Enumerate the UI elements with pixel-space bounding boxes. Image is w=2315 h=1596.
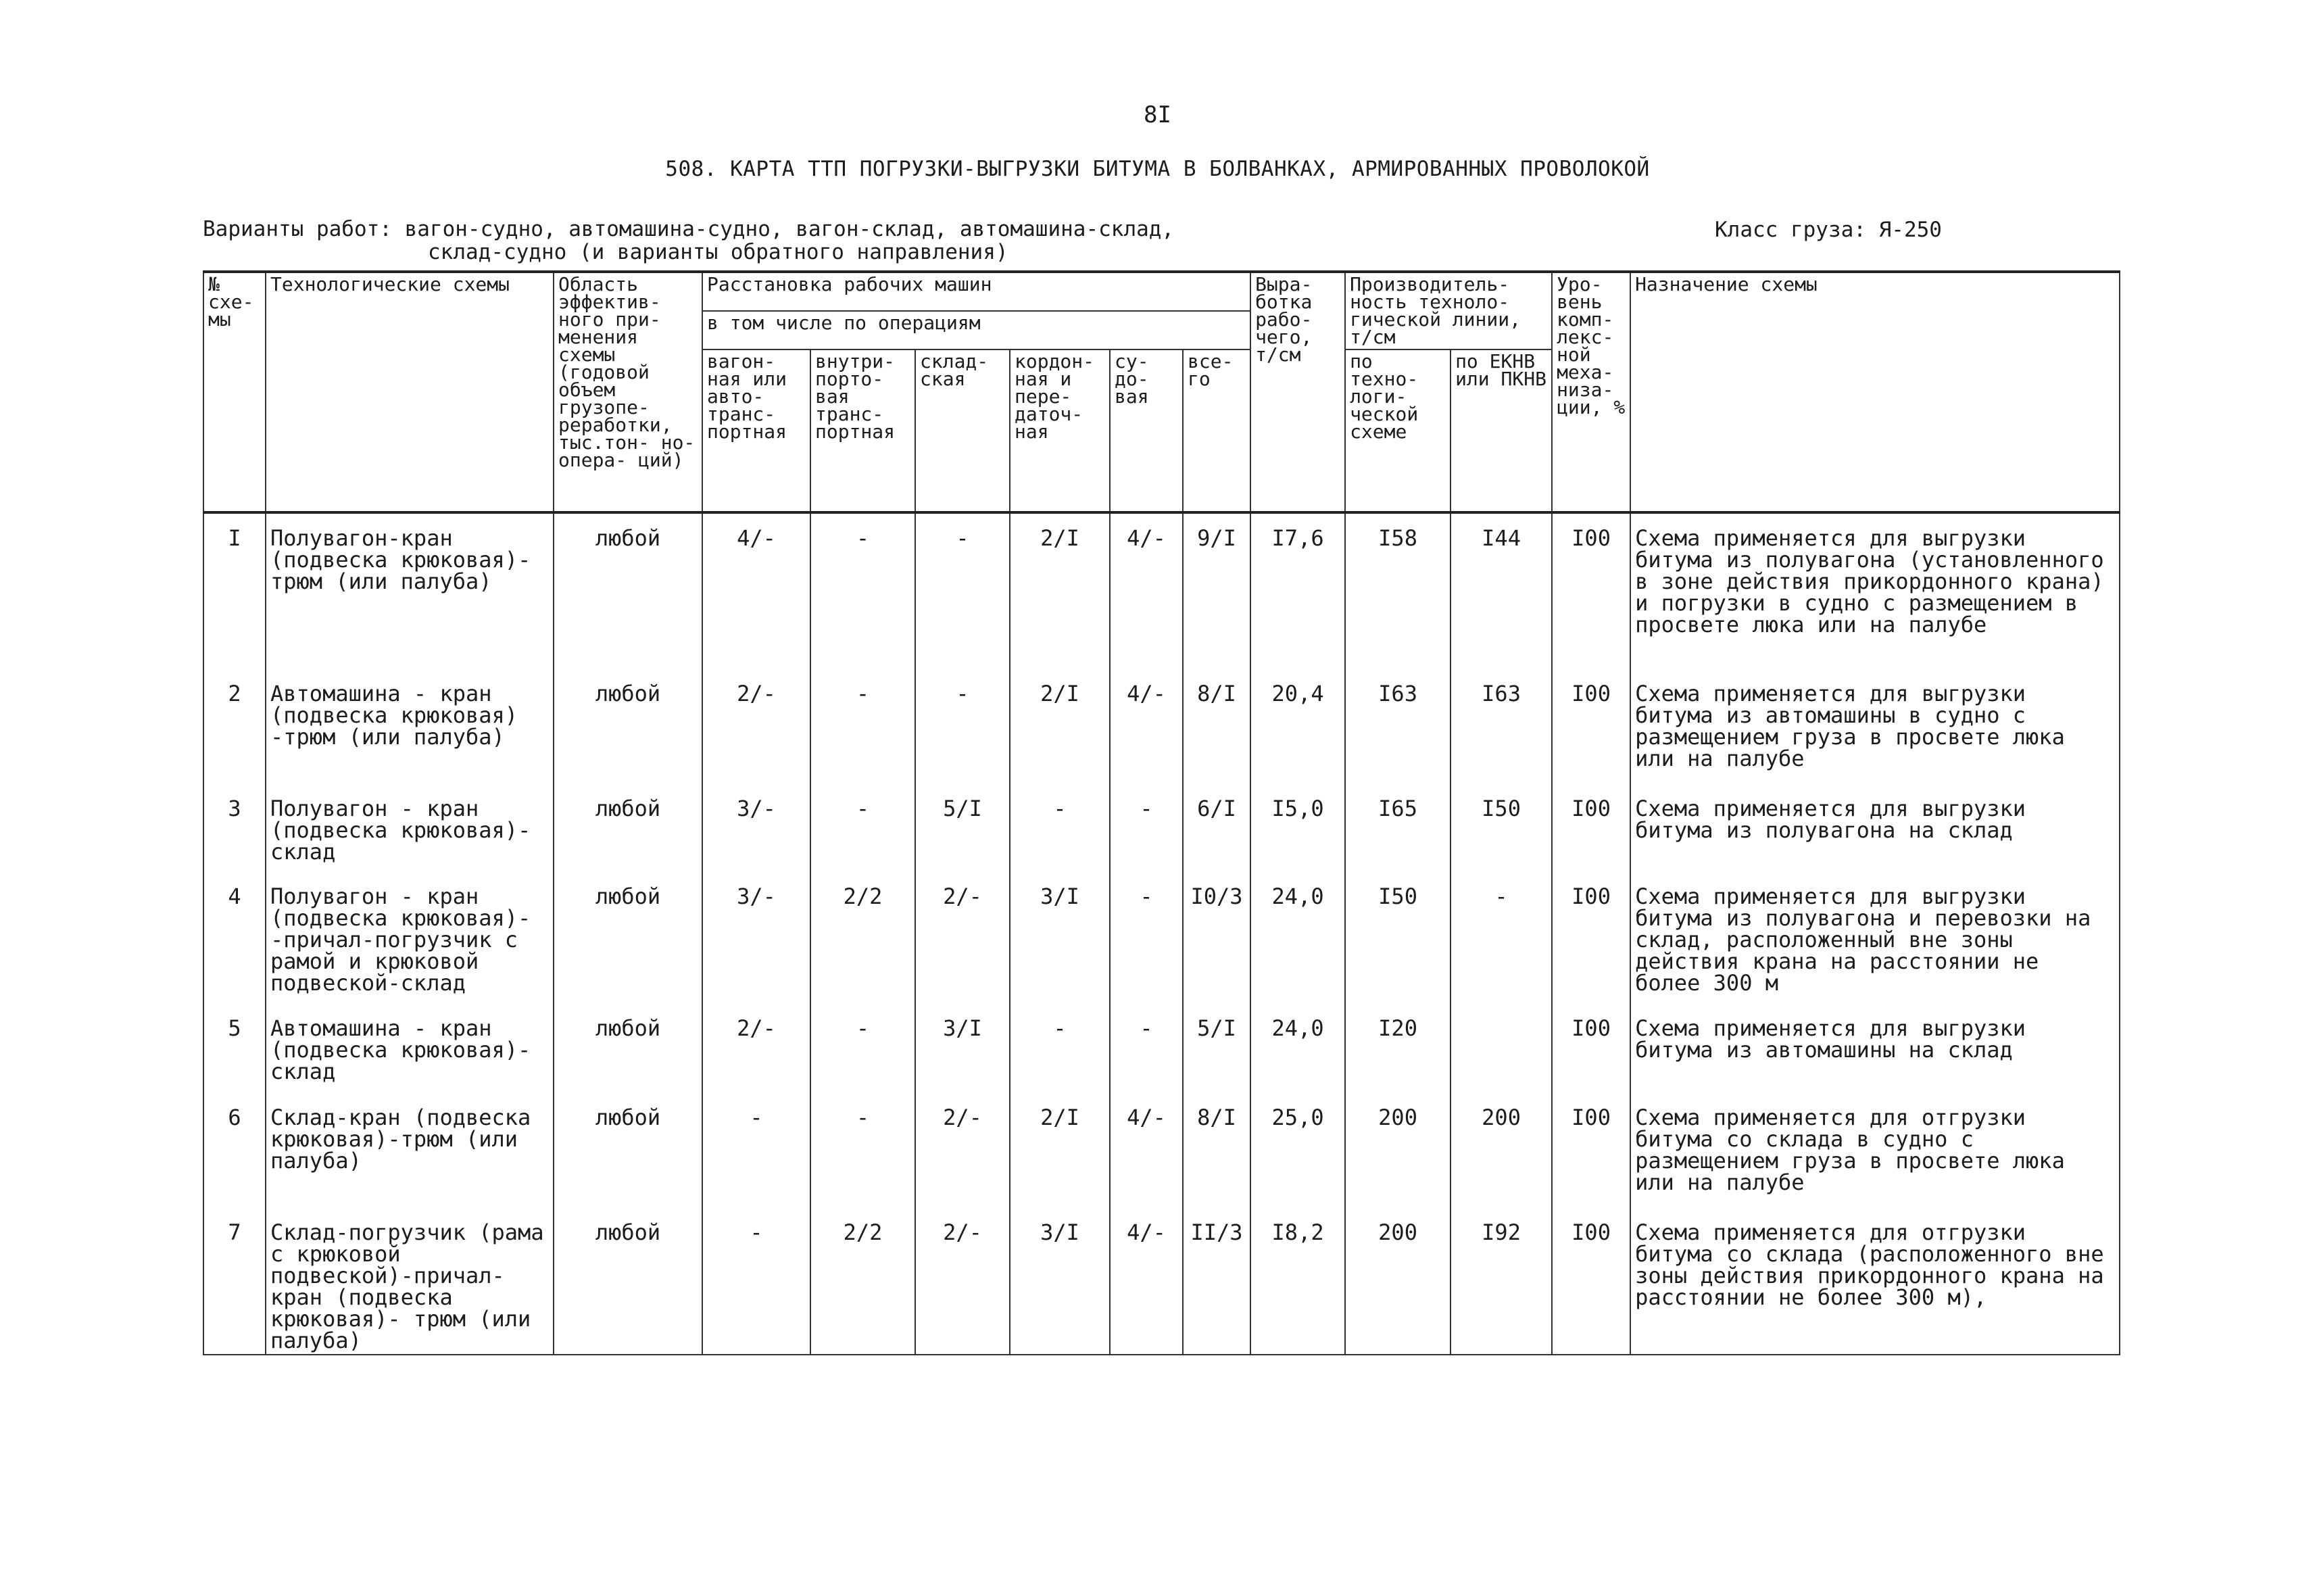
mechanization-level: I00 bbox=[1552, 669, 1630, 784]
table-row bbox=[203, 1004, 2120, 1093]
header-scheme-no: № схе- мы bbox=[203, 272, 266, 512]
cordon-count: - bbox=[1010, 784, 1110, 872]
wagon-count: 4/- bbox=[702, 512, 810, 669]
productivity-tech: I63 bbox=[1345, 669, 1451, 784]
warehouse-count: 2/- bbox=[915, 1093, 1010, 1208]
header-purpose: Назначение схемы bbox=[1630, 272, 2120, 512]
cordon-count: 3/I bbox=[1010, 872, 1110, 1004]
wagon-count: 3/- bbox=[702, 872, 810, 1004]
tech-scheme: Полувагон - кран (подвеска крюковая)-склад bbox=[266, 784, 554, 872]
mechanization-level: I00 bbox=[1552, 512, 1630, 669]
cargo-class: Класс груза: Я-250 bbox=[1715, 218, 1942, 242]
output-value: I8,2 bbox=[1250, 1208, 1345, 1355]
mechanization-level: I00 bbox=[1552, 1004, 1630, 1093]
intraport-count: - bbox=[810, 1093, 915, 1208]
productivity-eknv: I92 bbox=[1451, 1208, 1552, 1355]
total-count: 8/I bbox=[1183, 669, 1250, 784]
ship-count: 4/- bbox=[1110, 1208, 1183, 1355]
productivity-eknv: - bbox=[1451, 872, 1552, 1004]
output-value: I5,0 bbox=[1250, 784, 1345, 872]
area: любой bbox=[554, 512, 702, 669]
total-count: 5/I bbox=[1183, 1004, 1250, 1093]
header-warehouse: склад- ская bbox=[915, 349, 1010, 512]
work-variants-line2: склад-судно (и варианты обратного направления) bbox=[428, 240, 1008, 264]
tech-scheme: Склад-кран (подвеска крюковая)-трюм (или палуба) bbox=[266, 1093, 554, 1208]
total-count: 9/I bbox=[1183, 512, 1250, 669]
table-row bbox=[203, 784, 2120, 872]
table-row bbox=[203, 872, 2120, 1004]
scheme-purpose: Схема применяется для выгрузки битума из полувагона (установленного в зоне действия прикордонного крана) и погрузки в судно с размещением в просвете люка или на палубе bbox=[1630, 512, 2120, 669]
work-variants-line1: Варианты работ: вагон-судно, автомашина-судно, вагон-склад, автомашина-склад, bbox=[203, 217, 1175, 241]
ship-count: - bbox=[1110, 1004, 1183, 1093]
page-number: 8I bbox=[1144, 101, 1171, 128]
intraport-count: 2/2 bbox=[810, 872, 915, 1004]
output-value: 24,0 bbox=[1250, 872, 1345, 1004]
row-number: 2 bbox=[203, 669, 266, 784]
work-variants bbox=[203, 218, 1174, 264]
ship-count: - bbox=[1110, 872, 1183, 1004]
productivity-tech: 200 bbox=[1345, 1208, 1451, 1355]
header-intraport: внутри- порто- вая транс- портная bbox=[810, 349, 915, 512]
warehouse-count: 2/- bbox=[915, 1208, 1010, 1355]
total-count: I0/3 bbox=[1183, 872, 1250, 1004]
row-number: 4 bbox=[203, 872, 266, 1004]
table-row bbox=[203, 512, 2120, 669]
productivity-tech: I65 bbox=[1345, 784, 1451, 872]
intraport-count: - bbox=[810, 1004, 915, 1093]
cordon-count: - bbox=[1010, 1004, 1110, 1093]
productivity-eknv: I50 bbox=[1451, 784, 1552, 872]
schemes-table bbox=[203, 270, 2120, 1355]
total-count: 6/I bbox=[1183, 784, 1250, 872]
scheme-purpose: Схема применяется для отгрузки битума со склада в судно с размещением груза в просвете люка или на палубе bbox=[1630, 1093, 2120, 1208]
tech-scheme: Автомашина - кран (подвеска крюковая)- склад bbox=[266, 1004, 554, 1093]
header-in-ops: в том числе по операциям bbox=[702, 311, 1250, 349]
cordon-count: 2/I bbox=[1010, 669, 1110, 784]
tech-scheme: Автомашина - кран (подвеска крюковая) -трюм (или палуба) bbox=[266, 669, 554, 784]
output-value: 20,4 bbox=[1250, 669, 1345, 784]
intraport-count: - bbox=[810, 512, 915, 669]
ship-count: 4/- bbox=[1110, 512, 1183, 669]
cordon-count: 2/I bbox=[1010, 512, 1110, 669]
row-number: 3 bbox=[203, 784, 266, 872]
area: любой bbox=[554, 872, 702, 1004]
productivity-tech: 200 bbox=[1345, 1093, 1451, 1208]
header-productivity: Производитель- ность техноло- гической линии, т/см bbox=[1345, 272, 1552, 349]
ship-count: - bbox=[1110, 784, 1183, 872]
wagon-count: 2/- bbox=[702, 1004, 810, 1093]
tech-scheme: Полувагон-кран (подвеска крюковая)-трюм (или палуба) bbox=[266, 512, 554, 669]
total-count: 8/I bbox=[1183, 1093, 1250, 1208]
row-number: 6 bbox=[203, 1093, 266, 1208]
scheme-purpose: Схема применяется для выгрузки битума из автомашины на склад bbox=[1630, 1004, 2120, 1093]
warehouse-count: 5/I bbox=[915, 784, 1010, 872]
mechanization-level: I00 bbox=[1552, 1208, 1630, 1355]
scheme-purpose: Схема применяется для выгрузки битума из автомашины в судно с размещением груза в просвете люка или на палубе bbox=[1630, 669, 2120, 784]
output-value: 24,0 bbox=[1250, 1004, 1345, 1093]
tech-scheme: Склад-погрузчик (рама с крюковой подвеской)-причал-кран (подвеска крюковая)- трюм (или палуба) bbox=[266, 1208, 554, 1355]
productivity-eknv: I44 bbox=[1451, 512, 1552, 669]
ship-count: 4/- bbox=[1110, 1093, 1183, 1208]
wagon-count: 3/- bbox=[702, 784, 810, 872]
area: любой bbox=[554, 1004, 702, 1093]
scheme-purpose: Схема применяется для отгрузки битума со склада (расположенного вне зоны действия прикордонного крана на расстоянии не более 300 м), bbox=[1630, 1208, 2120, 1355]
document-title: 508. КАРТА ТТП ПОГРУЗКИ-ВЫГРУЗКИ БИТУМА В БОЛВАНКАХ, АРМИРОВАННЫХ ПРОВОЛОКОЙ bbox=[665, 157, 1650, 181]
area: любой bbox=[554, 1208, 702, 1355]
table-row bbox=[203, 1208, 2120, 1355]
header-area: Область эффектив- ного при- менения схемы (годовой объем грузопе- реработки, тыс.тон- но-опера- ций) bbox=[554, 272, 702, 512]
productivity-eknv: 200 bbox=[1451, 1093, 1552, 1208]
productivity-eknv bbox=[1451, 1004, 1552, 1093]
mechanization-level: I00 bbox=[1552, 872, 1630, 1004]
header-mech-level: Уро- вень комп- лекс- ной меха- низа- ции, % bbox=[1552, 272, 1630, 512]
intraport-count: 2/2 bbox=[810, 1208, 915, 1355]
row-number: 5 bbox=[203, 1004, 266, 1093]
area: любой bbox=[554, 1093, 702, 1208]
area: любой bbox=[554, 784, 702, 872]
scheme-purpose: Схема применяется для выгрузки битума из полувагона на склад bbox=[1630, 784, 2120, 872]
wagon-count: - bbox=[702, 1208, 810, 1355]
row-number: I bbox=[203, 512, 266, 669]
productivity-tech: I58 bbox=[1345, 512, 1451, 669]
intraport-count: - bbox=[810, 669, 915, 784]
productivity-eknv: I63 bbox=[1451, 669, 1552, 784]
wagon-count: - bbox=[702, 1093, 810, 1208]
header-wagon: вагон- ная или авто- транс- портная bbox=[702, 349, 810, 512]
wagon-count: 2/- bbox=[702, 669, 810, 784]
cordon-count: 3/I bbox=[1010, 1208, 1110, 1355]
header-tech-schemes: Технологические схемы bbox=[266, 272, 554, 512]
header-by-eknv: по ЕКНВ или ПКНВ bbox=[1451, 349, 1552, 512]
header-by-tech: по техно- логи- ческой схеме bbox=[1345, 349, 1451, 512]
warehouse-count: 3/I bbox=[915, 1004, 1010, 1093]
productivity-tech: I20 bbox=[1345, 1004, 1451, 1093]
warehouse-count: - bbox=[915, 512, 1010, 669]
warehouse-count: - bbox=[915, 669, 1010, 784]
table-row bbox=[203, 1093, 2120, 1208]
cordon-count: 2/I bbox=[1010, 1093, 1110, 1208]
scheme-purpose: Схема применяется для выгрузки битума из полувагона и перевозки на склад, расположенный вне зоны действия крана на расстоянии не более 300 м bbox=[1630, 872, 2120, 1004]
mechanization-level: I00 bbox=[1552, 1093, 1630, 1208]
header-cordon: кордон- ная и пере- даточ- ная bbox=[1010, 349, 1110, 512]
tech-scheme: Полувагон - кран (подвеска крюковая)- -причал-погрузчик с рамой и крюковой подвеской-склад bbox=[266, 872, 554, 1004]
output-value: I7,6 bbox=[1250, 512, 1345, 669]
header-ship: су- до- вая bbox=[1110, 349, 1183, 512]
warehouse-count: 2/- bbox=[915, 872, 1010, 1004]
mechanization-level: I00 bbox=[1552, 784, 1630, 872]
ship-count: 4/- bbox=[1110, 669, 1183, 784]
total-count: II/3 bbox=[1183, 1208, 1250, 1355]
header-output: Выра- ботка рабо- чего, т/см bbox=[1250, 272, 1345, 512]
header-total: все- го bbox=[1183, 349, 1250, 512]
header-placement: Расстановка рабочих машин bbox=[702, 272, 1250, 311]
area: любой bbox=[554, 669, 702, 784]
intraport-count: - bbox=[810, 784, 915, 872]
row-number: 7 bbox=[203, 1208, 266, 1355]
productivity-tech: I50 bbox=[1345, 872, 1451, 1004]
table-row bbox=[203, 669, 2120, 784]
output-value: 25,0 bbox=[1250, 1093, 1345, 1208]
